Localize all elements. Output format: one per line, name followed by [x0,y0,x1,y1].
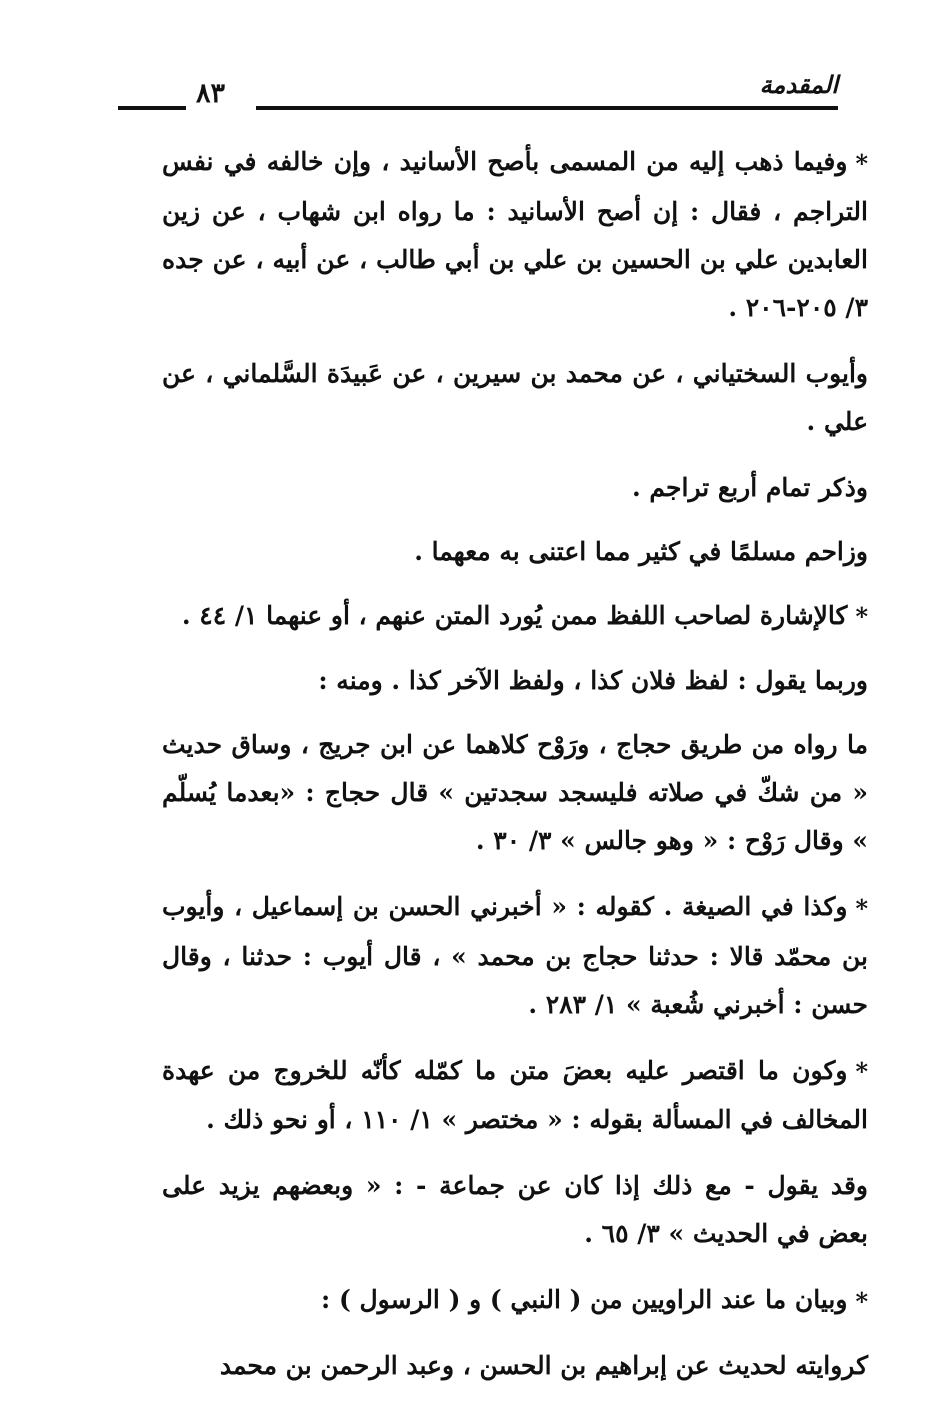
running-head [118,62,838,122]
paragraph-text: وربما يقول : لفظ فلان كذا ، ولفظ الآخر كذا . ومنه : [318,666,868,695]
paragraph-text: وزاحم مسلمًا في كثير مما اعتنى به معهما . [414,536,868,566]
paragraph-text: كروايته لحديث عن إبراهيم بن الحسن ، وعبد الرحمن بن محمد [219,1350,868,1380]
paragraph-muslim [162,528,868,576]
paragraph-wording-owner [162,592,868,642]
asterisk-bullet-icon: * [855,1286,868,1316]
paragraph-text: وقد يقول - مع ذلك إذا كان عن جماعة - : « وبعضهم يزيد على بعض في الحديث » ٣/ ٦٥ . [162,1171,868,1248]
paragraph-text: وذكر تمام أربع تراجم . [632,472,868,502]
paragraph-text: وكون ما اقتصر عليه بعضَ متن ما كمّله كأنّه للخروج من عهدة المخالف في المسألة بقوله : « مختصر » ١/ ١١٠ ، أو نحو ذلك . [162,1055,868,1134]
paragraph-text: وأيوب السختياني ، عن محمد بن سيرين ، عن عَبيدَة السَّلماني ، عن علي . [162,358,868,436]
paragraph-nabi-rasul [162,1276,868,1326]
paragraph-asaneed [162,138,868,332]
section-title: المقدمة [759,70,838,99]
paragraph-ayyub [162,350,868,446]
asterisk-bullet-icon: * [855,148,868,178]
page-number: ٨٣ [196,78,226,109]
paragraph-text: وكذا في الصيغة . كقوله : « أخبرني الحسن بن إسماعيل ، وأيوب بن محمّد قالا : حدثنا حجاج بن محمد » ، قال أيوب : حدثنا ، وقال حسن : أخبرني شُعبة » ١/ ٢٨٣ . [162,892,868,1019]
paragraph-sigha [162,883,868,1029]
paragraph-group-narration [162,1162,868,1258]
paragraph-abridged [162,1047,868,1145]
header-rule-right [256,106,838,110]
paragraph-wording-example [162,657,868,705]
asterisk-bullet-icon: * [855,602,868,631]
asterisk-bullet-icon: * [855,893,868,923]
header-rule-left [118,106,186,110]
paragraph-text: وبيان ما عند الراويين من ( النبي ) و ( الرسول ) : [321,1285,848,1314]
paragraph-text: كالإشارة لصاحب اللفظ ممن يُورد المتن عنهم ، أو عنهما ١/ ٤٤ . [181,600,848,630]
paragraph-four-chains [162,464,868,512]
paragraph-hajjaj-rawh [162,721,868,865]
paragraph-text: ما رواه من طريق حجاج ، ورَوْح كلاهما عن ابن جريج ، وساق حديث « من شكّ في صلاته فليسجد سجدتين » قال حجاج : «بعدما يُسلّم » وقال رَوْح : « وهو جالس » ٣/ ٣٠ . [162,730,868,855]
asterisk-bullet-icon: * [855,1057,868,1086]
paragraph-text: وفيما ذهب إليه من المسمى بأصح الأسانيد ، وإن خالفه في نفس التراجم ، فقال : إن أصح الأسانيد : ما رواه ابن شهاب ، عن زين العابدين علي بن الحسين بن علي بن أبي طالب ، عن أبيه ، عن جده ٣/ ٢٠٥-٢٠٦ . [162,147,868,322]
paragraph-ibrahim [162,1342,868,1390]
page-body [162,138,868,1406]
